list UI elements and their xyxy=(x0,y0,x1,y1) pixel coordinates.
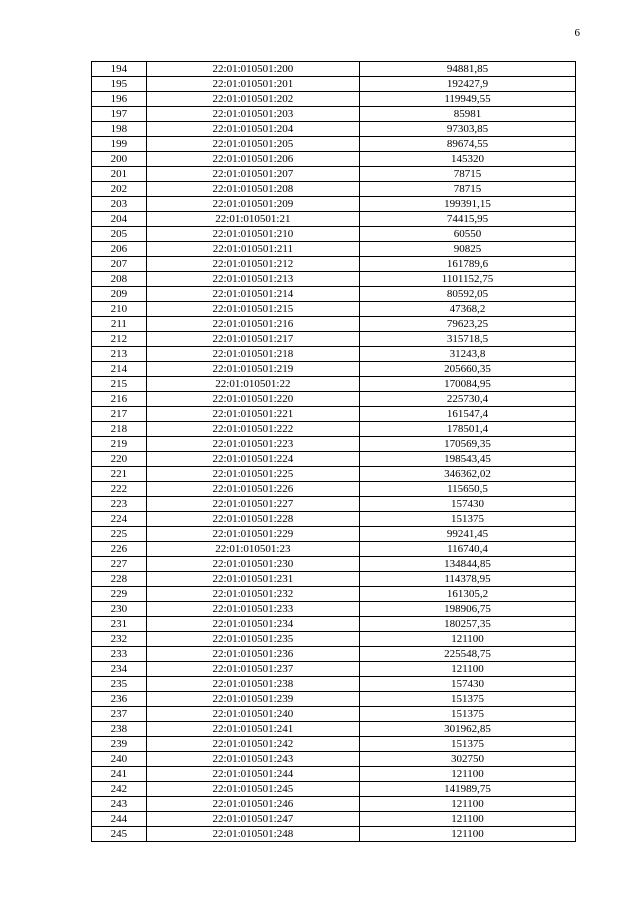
row-number-cell: 194 xyxy=(92,62,147,77)
value-cell: 198906,75 xyxy=(359,602,575,617)
row-number-cell: 237 xyxy=(92,707,147,722)
cadastral-number-cell: 22:01:010501:248 xyxy=(146,827,359,842)
value-cell: 178501,4 xyxy=(359,422,575,437)
table-row xyxy=(92,827,576,842)
cadastral-number-cell: 22:01:010501:218 xyxy=(146,347,359,362)
value-cell: 80592,05 xyxy=(359,287,575,302)
table-row xyxy=(92,302,576,317)
row-number-cell: 215 xyxy=(92,377,147,392)
row-number-cell: 241 xyxy=(92,767,147,782)
value-cell: 121100 xyxy=(359,827,575,842)
row-number-cell: 238 xyxy=(92,722,147,737)
cadastral-number-cell: 22:01:010501:207 xyxy=(146,167,359,182)
value-cell: 121100 xyxy=(359,797,575,812)
table-row xyxy=(92,422,576,437)
row-number-cell: 239 xyxy=(92,737,147,752)
row-number-cell: 208 xyxy=(92,272,147,287)
table-row xyxy=(92,332,576,347)
cadastral-number-cell: 22:01:010501:225 xyxy=(146,467,359,482)
value-cell: 1101152,75 xyxy=(359,272,575,287)
value-cell: 134844,85 xyxy=(359,557,575,572)
table-row xyxy=(92,497,576,512)
row-number-cell: 245 xyxy=(92,827,147,842)
row-number-cell: 234 xyxy=(92,662,147,677)
row-number-cell: 233 xyxy=(92,647,147,662)
value-cell: 121100 xyxy=(359,632,575,647)
cadastral-number-cell: 22:01:010501:213 xyxy=(146,272,359,287)
cadastral-number-cell: 22:01:010501:216 xyxy=(146,317,359,332)
cadastral-number-cell: 22:01:010501:234 xyxy=(146,617,359,632)
table-row xyxy=(92,317,576,332)
value-cell: 225730,4 xyxy=(359,392,575,407)
cadastral-number-cell: 22:01:010501:229 xyxy=(146,527,359,542)
table-row xyxy=(92,92,576,107)
row-number-cell: 196 xyxy=(92,92,147,107)
table-row xyxy=(92,77,576,92)
cadastral-number-cell: 22:01:010501:245 xyxy=(146,782,359,797)
table-row xyxy=(92,257,576,272)
row-number-cell: 211 xyxy=(92,317,147,332)
table-row xyxy=(92,632,576,647)
cadastral-number-cell: 22:01:010501:214 xyxy=(146,287,359,302)
value-cell: 151375 xyxy=(359,707,575,722)
value-cell: 161305,2 xyxy=(359,587,575,602)
cadastral-number-cell: 22:01:010501:239 xyxy=(146,692,359,707)
table-row xyxy=(92,812,576,827)
table-row xyxy=(92,797,576,812)
data-table xyxy=(91,61,576,842)
table-row xyxy=(92,737,576,752)
row-number-cell: 214 xyxy=(92,362,147,377)
cadastral-number-cell: 22:01:010501:222 xyxy=(146,422,359,437)
cadastral-number-cell: 22:01:010501:221 xyxy=(146,407,359,422)
cadastral-number-cell: 22:01:010501:235 xyxy=(146,632,359,647)
value-cell: 161547,4 xyxy=(359,407,575,422)
value-cell: 78715 xyxy=(359,182,575,197)
value-cell: 302750 xyxy=(359,752,575,767)
value-cell: 85981 xyxy=(359,107,575,122)
cadastral-number-cell: 22:01:010501:212 xyxy=(146,257,359,272)
table-row xyxy=(92,617,576,632)
table-row xyxy=(92,167,576,182)
cadastral-number-cell: 22:01:010501:228 xyxy=(146,512,359,527)
table-row xyxy=(92,212,576,227)
table-row xyxy=(92,407,576,422)
row-number-cell: 199 xyxy=(92,137,147,152)
table-row xyxy=(92,137,576,152)
cadastral-number-cell: 22:01:010501:220 xyxy=(146,392,359,407)
table-row xyxy=(92,782,576,797)
table-row xyxy=(92,467,576,482)
row-number-cell: 198 xyxy=(92,122,147,137)
value-cell: 121100 xyxy=(359,812,575,827)
value-cell: 145320 xyxy=(359,152,575,167)
value-cell: 79623,25 xyxy=(359,317,575,332)
cadastral-number-cell: 22:01:010501:243 xyxy=(146,752,359,767)
value-cell: 199391,15 xyxy=(359,197,575,212)
row-number-cell: 197 xyxy=(92,107,147,122)
cadastral-number-cell: 22:01:010501:227 xyxy=(146,497,359,512)
table-row xyxy=(92,392,576,407)
cadastral-number-cell: 22:01:010501:202 xyxy=(146,92,359,107)
cadastral-number-cell: 22:01:010501:246 xyxy=(146,797,359,812)
cadastral-number-cell: 22:01:010501:208 xyxy=(146,182,359,197)
cadastral-number-cell: 22:01:010501:204 xyxy=(146,122,359,137)
value-cell: 78715 xyxy=(359,167,575,182)
row-number-cell: 230 xyxy=(92,602,147,617)
value-cell: 97303,85 xyxy=(359,122,575,137)
row-number-cell: 205 xyxy=(92,227,147,242)
value-cell: 31243,8 xyxy=(359,347,575,362)
table-row xyxy=(92,512,576,527)
table-row xyxy=(92,602,576,617)
cadastral-number-cell: 22:01:010501:237 xyxy=(146,662,359,677)
cadastral-number-cell: 22:01:010501:226 xyxy=(146,482,359,497)
row-number-cell: 203 xyxy=(92,197,147,212)
row-number-cell: 222 xyxy=(92,482,147,497)
value-cell: 346362,02 xyxy=(359,467,575,482)
cadastral-number-cell: 22:01:010501:211 xyxy=(146,242,359,257)
value-cell: 121100 xyxy=(359,662,575,677)
value-cell: 114378,95 xyxy=(359,572,575,587)
table-body xyxy=(92,62,576,842)
value-cell: 74415,95 xyxy=(359,212,575,227)
table-row xyxy=(92,152,576,167)
row-number-cell: 200 xyxy=(92,152,147,167)
value-cell: 116740,4 xyxy=(359,542,575,557)
table-row xyxy=(92,107,576,122)
table-row xyxy=(92,437,576,452)
value-cell: 205660,35 xyxy=(359,362,575,377)
cadastral-number-cell: 22:01:010501:224 xyxy=(146,452,359,467)
table-row xyxy=(92,482,576,497)
cadastral-number-cell: 22:01:010501:230 xyxy=(146,557,359,572)
row-number-cell: 204 xyxy=(92,212,147,227)
value-cell: 225548,75 xyxy=(359,647,575,662)
row-number-cell: 236 xyxy=(92,692,147,707)
row-number-cell: 235 xyxy=(92,677,147,692)
cadastral-number-cell: 22:01:010501:215 xyxy=(146,302,359,317)
row-number-cell: 227 xyxy=(92,557,147,572)
cadastral-number-cell: 22:01:010501:240 xyxy=(146,707,359,722)
row-number-cell: 225 xyxy=(92,527,147,542)
table-row xyxy=(92,347,576,362)
row-number-cell: 226 xyxy=(92,542,147,557)
row-number-cell: 243 xyxy=(92,797,147,812)
row-number-cell: 213 xyxy=(92,347,147,362)
row-number-cell: 210 xyxy=(92,302,147,317)
row-number-cell: 221 xyxy=(92,467,147,482)
row-number-cell: 223 xyxy=(92,497,147,512)
table-row xyxy=(92,227,576,242)
cadastral-number-cell: 22:01:010501:241 xyxy=(146,722,359,737)
cadastral-number-cell: 22:01:010501:205 xyxy=(146,137,359,152)
cadastral-number-cell: 22:01:010501:21 xyxy=(146,212,359,227)
cadastral-number-cell: 22:01:010501:201 xyxy=(146,77,359,92)
value-cell: 94881,85 xyxy=(359,62,575,77)
table-row xyxy=(92,182,576,197)
value-cell: 121100 xyxy=(359,767,575,782)
value-cell: 99241,45 xyxy=(359,527,575,542)
table-row xyxy=(92,362,576,377)
value-cell: 47368,2 xyxy=(359,302,575,317)
value-cell: 60550 xyxy=(359,227,575,242)
row-number-cell: 212 xyxy=(92,332,147,347)
table-row xyxy=(92,197,576,212)
cadastral-number-cell: 22:01:010501:242 xyxy=(146,737,359,752)
cadastral-number-cell: 22:01:010501:206 xyxy=(146,152,359,167)
row-number-cell: 232 xyxy=(92,632,147,647)
cadastral-number-cell: 22:01:010501:209 xyxy=(146,197,359,212)
row-number-cell: 220 xyxy=(92,452,147,467)
table-row xyxy=(92,752,576,767)
row-number-cell: 240 xyxy=(92,752,147,767)
row-number-cell: 224 xyxy=(92,512,147,527)
row-number-cell: 219 xyxy=(92,437,147,452)
table-row xyxy=(92,542,576,557)
row-number-cell: 244 xyxy=(92,812,147,827)
value-cell: 151375 xyxy=(359,737,575,752)
table-row xyxy=(92,647,576,662)
cadastral-number-cell: 22:01:010501:22 xyxy=(146,377,359,392)
row-number-cell: 201 xyxy=(92,167,147,182)
cadastral-number-cell: 22:01:010501:200 xyxy=(146,62,359,77)
row-number-cell: 207 xyxy=(92,257,147,272)
cadastral-number-cell: 22:01:010501:23 xyxy=(146,542,359,557)
table-row xyxy=(92,557,576,572)
row-number-cell: 229 xyxy=(92,587,147,602)
value-cell: 161789,6 xyxy=(359,257,575,272)
cadastral-number-cell: 22:01:010501:238 xyxy=(146,677,359,692)
row-number-cell: 217 xyxy=(92,407,147,422)
value-cell: 141989,75 xyxy=(359,782,575,797)
page-number: 6 xyxy=(574,27,580,39)
value-cell: 170084,95 xyxy=(359,377,575,392)
cadastral-number-cell: 22:01:010501:236 xyxy=(146,647,359,662)
table-row xyxy=(92,677,576,692)
table-row xyxy=(92,587,576,602)
table-row xyxy=(92,452,576,467)
row-number-cell: 218 xyxy=(92,422,147,437)
table-row xyxy=(92,527,576,542)
value-cell: 89674,55 xyxy=(359,137,575,152)
cadastral-number-cell: 22:01:010501:232 xyxy=(146,587,359,602)
table-row xyxy=(92,122,576,137)
value-cell: 180257,35 xyxy=(359,617,575,632)
value-cell: 157430 xyxy=(359,677,575,692)
cadastral-number-cell: 22:01:010501:219 xyxy=(146,362,359,377)
cadastral-number-cell: 22:01:010501:247 xyxy=(146,812,359,827)
value-cell: 192427,9 xyxy=(359,77,575,92)
row-number-cell: 242 xyxy=(92,782,147,797)
value-cell: 90825 xyxy=(359,242,575,257)
value-cell: 301962,85 xyxy=(359,722,575,737)
value-cell: 119949,55 xyxy=(359,92,575,107)
value-cell: 115650,5 xyxy=(359,482,575,497)
cadastral-number-cell: 22:01:010501:244 xyxy=(146,767,359,782)
row-number-cell: 202 xyxy=(92,182,147,197)
table-row xyxy=(92,662,576,677)
table-row xyxy=(92,572,576,587)
value-cell: 151375 xyxy=(359,512,575,527)
cadastral-number-cell: 22:01:010501:231 xyxy=(146,572,359,587)
value-cell: 170569,35 xyxy=(359,437,575,452)
row-number-cell: 195 xyxy=(92,77,147,92)
table-row xyxy=(92,287,576,302)
table-row xyxy=(92,767,576,782)
value-cell: 151375 xyxy=(359,692,575,707)
row-number-cell: 209 xyxy=(92,287,147,302)
row-number-cell: 206 xyxy=(92,242,147,257)
cadastral-number-cell: 22:01:010501:223 xyxy=(146,437,359,452)
value-cell: 315718,5 xyxy=(359,332,575,347)
row-number-cell: 228 xyxy=(92,572,147,587)
cadastral-number-cell: 22:01:010501:217 xyxy=(146,332,359,347)
cadastral-number-cell: 22:01:010501:233 xyxy=(146,602,359,617)
table-row xyxy=(92,62,576,77)
table-row xyxy=(92,377,576,392)
cadastral-number-cell: 22:01:010501:203 xyxy=(146,107,359,122)
table-row xyxy=(92,722,576,737)
row-number-cell: 216 xyxy=(92,392,147,407)
value-cell: 198543,45 xyxy=(359,452,575,467)
table-row xyxy=(92,272,576,287)
cadastral-number-cell: 22:01:010501:210 xyxy=(146,227,359,242)
row-number-cell: 231 xyxy=(92,617,147,632)
table-row xyxy=(92,707,576,722)
value-cell: 157430 xyxy=(359,497,575,512)
table-row xyxy=(92,242,576,257)
table-row xyxy=(92,692,576,707)
